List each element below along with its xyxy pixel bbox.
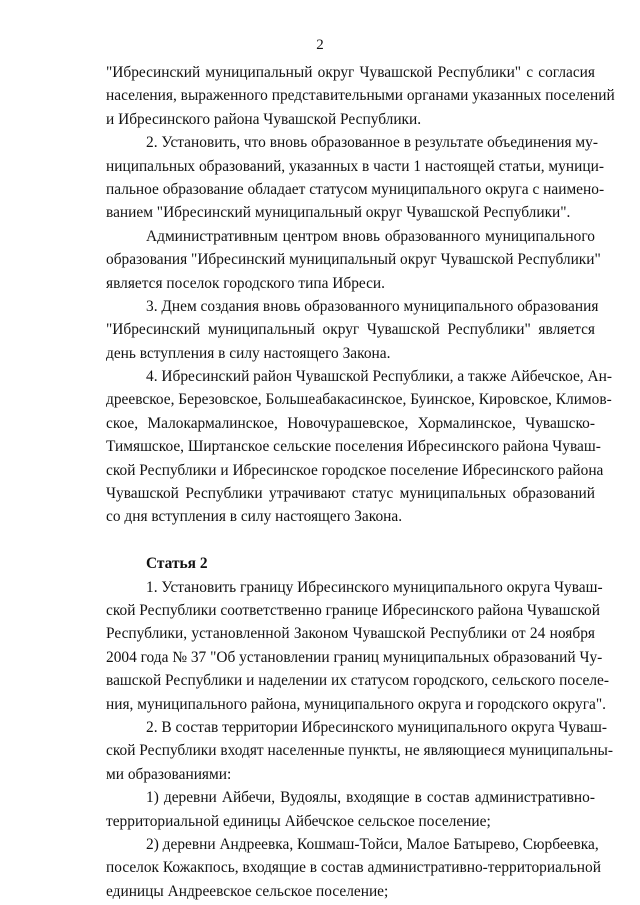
text-line: "Ибресинский муниципальный округ Чувашской Республики" является (106, 321, 595, 339)
page-number: 2 (316, 37, 324, 53)
text-line: 2. В состав территории Ибресинского муниципального округа Чуваш- (146, 718, 607, 736)
text-line: вашской Республики и наделении их статусом городского, сельского поселе- (106, 672, 609, 690)
text-line: Тимяшское, Ширтанское сельские поселения Ибресинского района Чуваш- (106, 438, 601, 456)
text-line: ское, Малокармалинское, Новочурашевское, Хормалинское, Чувашско- (106, 414, 595, 432)
text-line: единицы Андреевское сельское поселение; (106, 882, 389, 900)
paragraph (106, 225, 601, 295)
text-line: территориальной единицы Айбечское сельское поселение; (106, 812, 491, 830)
document-body (106, 61, 615, 903)
text-line: день вступления в силу настоящего Закона. (106, 344, 391, 362)
text-line: поселок Кожакпось, входящие в состав административно-территориальной (106, 859, 601, 877)
text-line: со дня вступления в силу настоящего Закона. (106, 508, 403, 526)
text-line: ской Республики входят населенные пункты, не являющиеся муниципальны- (106, 742, 613, 760)
text-line: 3. Днем создания вновь образованного муниципального образования (146, 297, 599, 315)
text-line: ской Республики соответственно границе Ибресинского района Чувашской (106, 601, 600, 619)
text-line: 2. Установить, что вновь образованное в результате объединения му- (146, 134, 598, 152)
text-line: является поселок городского типа Ибреси. (106, 274, 386, 292)
article-heading: Статья 2 (146, 555, 208, 573)
text-line: ми образованиями: (106, 765, 232, 783)
paragraph (106, 295, 599, 365)
paragraph (106, 833, 601, 903)
paragraph (106, 576, 609, 716)
text-line: 4. Ибресинский район Чувашской Республики, а также Айбечское, Ан- (146, 368, 612, 386)
paragraph (106, 365, 612, 529)
text-line: Чувашской Республики утрачивают статус муниципальных образований (106, 485, 595, 503)
text-line: ния, муниципального района, муниципального округа и городского округа". (106, 695, 607, 713)
paragraph (106, 61, 615, 131)
text-line: ванием "Ибресинский муниципальный округ Чувашской Республики". (106, 204, 571, 222)
text-line: Республики, установленной Законом Чувашской Республики от 24 ноября (106, 625, 595, 643)
paragraph (106, 131, 605, 225)
text-line: 1. Установить границу Ибресинского муниципального округа Чуваш- (146, 578, 603, 596)
text-line: 2004 года № 37 "Об установлении границ муниципальных образований Чу- (106, 648, 603, 666)
text-line: ниципальных образований, указанных в части 1 настоящей статьи, муници- (106, 157, 604, 175)
text-line: населения, выраженного представительными органами указанных поселений (106, 87, 615, 105)
text-line: "Ибресинский муниципальный округ Чувашской Республики" с согласия (106, 64, 595, 81)
text-line: 2) деревни Андреевка, Кошмаш-Тойси, Малое Батырево, Сюрбеевка, (146, 835, 599, 853)
paragraph (106, 716, 613, 786)
paragraph (106, 786, 595, 833)
text-line: Административным центром вновь образованного муниципального (146, 227, 595, 245)
text-line: 1) деревни Айбечи, Вудоялы, входящие в состав административно- (146, 789, 595, 807)
text-line: пальное образование обладает статусом муниципального округа с наимено- (106, 180, 605, 198)
text-line: ской Республики и Ибресинское городское поселение Ибресинского района (106, 461, 604, 479)
text-line: и Ибресинского района Чувашской Республики. (106, 110, 422, 128)
text-line: образования "Ибресинский муниципальный округ Чувашской Республики" (106, 251, 601, 269)
text-line: дреевское, Березовское, Большеабакасинское, Буинское, Кировское, Климов- (106, 391, 612, 409)
